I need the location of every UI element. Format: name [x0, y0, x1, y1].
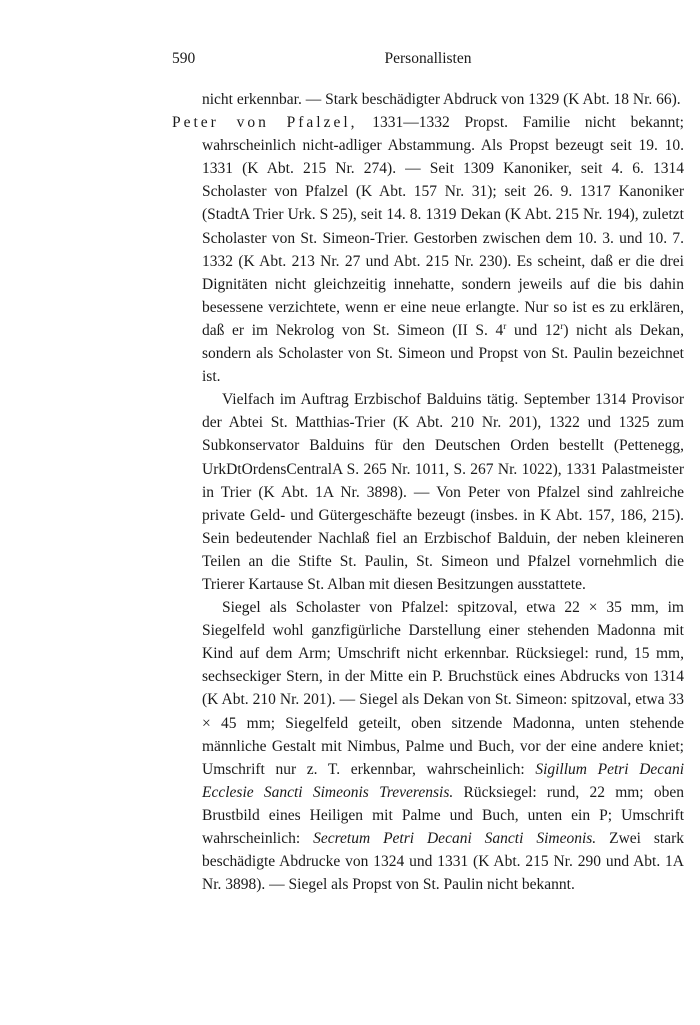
page-number: 590: [172, 50, 196, 67]
body-text: [172, 88, 684, 896]
superscript-recto-1: r: [503, 320, 507, 331]
paragraph-seals: [172, 596, 684, 896]
superscript-recto-2: r: [560, 320, 564, 331]
page-header: [172, 50, 684, 72]
seal-legend-2: Secretum Petri Decani Sancti Simeonis.: [313, 830, 597, 847]
continuation-paragraph: nicht erkennbar. — Stark beschädigter Abdruck von 1329 (K Abt. 18 Nr. 66).: [202, 91, 681, 108]
running-title: Personallisten: [384, 50, 472, 67]
seal-text-a: Siegel als Scholaster von Pfalzel: spitzoval, etwa 22 × 35 mm, im Siegelfeld wohl ganzfigürliche Darstellung einer stehenden Madonna mit Kind auf dem Arm; Umschrift nicht erkennbar. Rücksiegel: rund, 15 mm, sechseckiger Stern, in der Mitte ein P. Bruchstück eines Abdrucks von 1314 (K Abt. 210 Nr. 201). — Siegel als Dekan von St. Simeon: spitzoval, etwa 33 × 45 mm; Siegelfeld geteilt, oben sitzende Madonna, unten stehende männliche Gestalt mit Nimbus, Palme und Buch, vor der eine andere kniet; Umschrift nur z. T. erkennbar, wahrscheinlich:: [202, 599, 684, 778]
entry-text-mid: und 12: [506, 321, 561, 339]
seal-legend-1: Sigillum Petri Decani Ecclesie Sancti Simeonis Treverensis.: [202, 760, 684, 801]
paragraph-activities: Vielfach im Auftrag Erzbischof Balduins tätig. September 1314 Provisor der Abtei St. Matthias-Trier (K Abt. 210 Nr. 201), 1322 und 1325 zum Subkonservator Balduins für den Deutschen Orden bestellt (Pettenegg, UrkDtOrdensCentralA S. 265 Nr. 1011, S. 267 Nr. 1022), 1331 Palastmeister in Trier (K Abt. 1A Nr. 3898). — Von Peter von Pfalzel sind zahlreiche private Geld- und Gütergeschäfte bezeugt (insbes. in K Abt. 157, 186, 215). Sein bedeutender Nachlaß fiel an Erzbischof Balduin, der neben kleineren Teilen an die Stifte St. Paulin, St. Simeon und Pfalzel vornehmlich die Trierer Kartause St. Alban mit diesen Besitzungen ausstattete.: [202, 391, 684, 593]
seal-text-c: Zwei stark beschädigte Abdrucke von 1324 und 1331 (K Abt. 215 Nr. 290 und Abt. 1A Nr. 3898). — Siegel als Propst von St. Paulin nicht bekannt.: [202, 830, 685, 894]
entry-text: 1331—1332 Propst. Familie nicht bekannt; wahrscheinlich nicht-adliger Abstammung. Als Propst bezeugt seit 19. 10. 1331 (K Abt. 215 Nr. 274). — Seit 1309 Kanoniker, seit 4. 6. 1314 Scholaster von Pfalzel (K Abt. 157 Nr. 31); seit 26. 9. 1317 Kanoniker (StadtA Trier Urk. S 25), seit 14. 8. 1319 Dekan (K Abt. 215 Nr. 194), zuletzt Scholaster von St. Simeon-Trier. Gestorben zwischen dem 10. 3. und 10. 7. 1332 (K Abt. 213 Nr. 27 und Abt. 215 Nr. 230). Es scheint, daß er die drei Dignitäten nicht gleichzeitig innehatte, sondern jeweils auf die bis dahin besessene verzichtete, wenn er eine neue erlangte. Nur so ist es zu erklären, daß er im Nekrolog von St. Simeon (II S. 4: [202, 114, 684, 339]
seal-text-b: Rücksiegel: rund, 22 mm; oben Brustbild eines Heiligen mit Palme und Buch, unten ein P; Umschrift wahrscheinlich:: [202, 783, 684, 847]
entry-text-end: ) nicht als Dekan, sondern als Scholaster von St. Simeon und Propst von St. Paulin bezeichnet ist.: [202, 321, 684, 386]
entry-name: Peter von Pfalzel,: [172, 114, 358, 132]
entry-peter-von-pfalzel: [172, 111, 684, 388]
